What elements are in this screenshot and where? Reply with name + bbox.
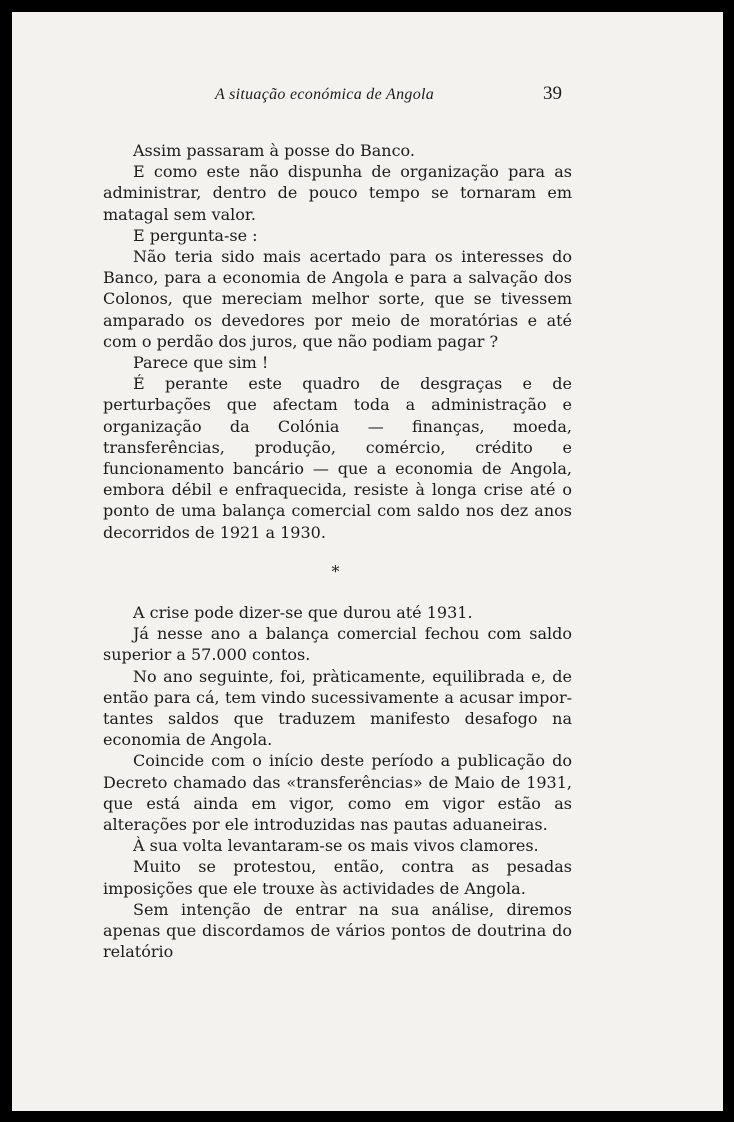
paragraph: É perante este quadro de desgraças e de perturbações que afectam toda a administração e organização da Colónia — finanças, moeda, transferências, produção, comércio, crédito e funcionamento bancário — que a economia de Angola, embora débil e enfraquecida, resiste à longa crise até o ponto de uma balança comercial com saldo nos dez anos decorridos de 1921 a 1930. xyxy=(103,374,572,542)
book-page xyxy=(12,12,723,1111)
section-separator xyxy=(12,562,723,581)
asterisk-separator: * xyxy=(331,562,340,581)
text-section-1 xyxy=(103,140,572,543)
paragraph: Parece que sim ! xyxy=(133,353,269,373)
page-header xyxy=(12,83,723,116)
paragraph: E como este não dispunha de organização para as administrar, dentro de pouco tempo se tornaram em matagal sem valor. xyxy=(103,162,572,224)
paragraph: À sua volta levantaram-se os mais vivos clamores. xyxy=(133,836,539,856)
paragraph: Muito se protestou, então, contra as pesadas imposições que ele trouxe às actividades de Angola. xyxy=(103,857,572,898)
page-number: 39 xyxy=(543,83,562,104)
running-title: A situação económica de Angola xyxy=(215,86,435,103)
paragraph: Já nesse ano a balança comercial fechou com saldo superior a 57.000 contos. xyxy=(103,624,572,665)
text-section-2 xyxy=(103,602,572,962)
paragraph: Não teria sido mais acertado para os interesses do Banco, para a economia de Angola e para a salvação dos Colonos, que mereciam melhor sorte, que se tivessem amparado os devedores por meio de moratórias e até com o perdão dos juros, que não podiam pagar ? xyxy=(103,247,572,351)
paragraph: Assim passaram à posse do Banco. xyxy=(133,141,415,160)
paragraph: Sem intenção de entrar na sua análise, diremos apenas que discordamos de vários pontos de doutrina do relatório xyxy=(103,899,572,962)
paragraph: E pergunta-se : xyxy=(133,225,258,245)
paragraph: Coincide com o início deste período a publicação do Decreto chamado das «transferências» de Maio de 1931, que está ainda em vigor, como em vigor estão as alterações por ele introduzidas nas pautas aduaneiras. xyxy=(103,751,572,835)
paragraph: No ano seguinte, foi, pràticamente, equilibrada e, de então para cá, tem vindo sucessivamente a acusar importantes saldos que traduzem manifesto desafogo na economia de Angola. xyxy=(103,666,572,750)
paragraph: A crise pode dizer-se que durou até 1931. xyxy=(133,603,473,622)
